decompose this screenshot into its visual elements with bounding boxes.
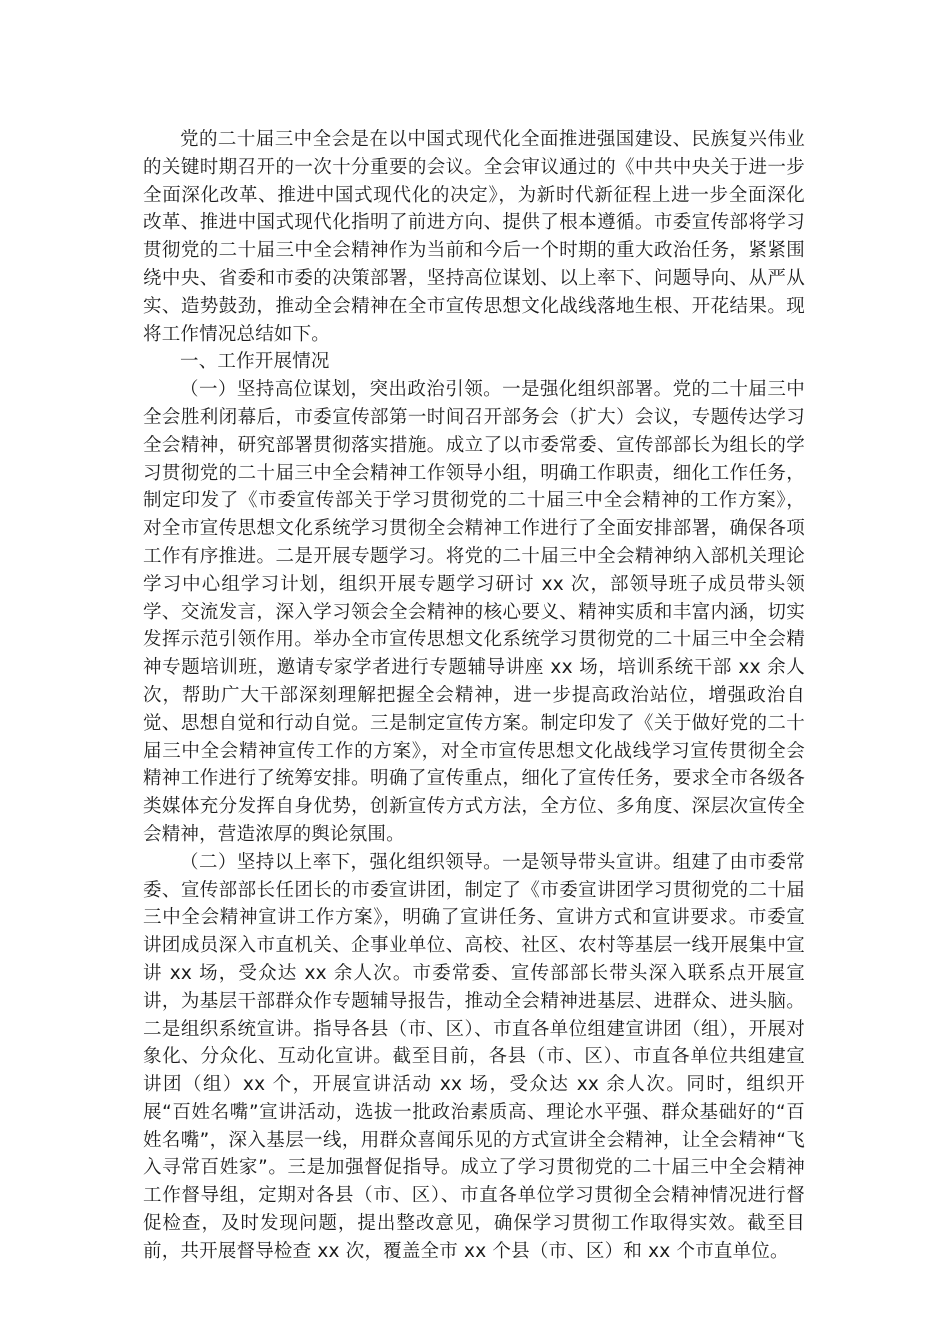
- section-heading: 一、工作开展情况: [180, 351, 330, 373]
- intro-paragraph: 党的二十届三中全会是在以中国式现代化全面推进强国建设、民族复兴伟业的关键时期召开的一次十分重要的会议。全会审议通过的《中共中央关于进一步全面深化改革、推进中国式现代化的决定》，为新时代新征程上进一步全面深化改革、推进中国式现代化指明了前进方向、提供了根本遵循。市委宣传部将学习贯彻党的二十届三中全会精神作为当前和今后一个时期的重大政治任务，紧紧围绕中央、省委和市委的决策部署，坚持高位谋划、以上率下、问题导向、从严从实、造势鼓劲，推动全会精神在全市宣传思想文化战线落地生根、开花结果。现将工作情况总结如下。: [143, 129, 805, 345]
- paragraph-1: （一）坚持高位谋划，突出政治引领。一是强化组织部署。党的二十届三中全会胜利闭幕后，市委宣传部第一时间召开部务会（扩大）会议，专题传达学习全会精神，研究部署贯彻落实措施。成立了以市委常委、宣传部部长为组长的学习贯彻党的二十届三中全会精神工作领导小组，明确工作职责，细化工作任务，制定印发了《市委宣传部关于学习贯彻党的二十届三中全会精神的工作方案》，对全市宣传思想文化系统学习贯彻全会精神工作进行了全面安排部署，确保各项工作有序推进。二是开展专题学习。将党的二十届三中全会精神纳入部机关理论学习中心组学习计划，组织开展专题学习研讨 xx 次，部领导班子成员带头领学、交流发言，深入学习领会全会精神的核心要义、精神实质和丰富内涵，切实发挥示范引领作用。举办全市宣传思想文化系统学习贯彻党的二十届三中全会精神专题培训班，邀请专家学者进行专题辅导讲座 xx 场，培训系统干部 xx 余人次，帮助广大干部深刻理解把握全会精神，进一步提高政治站位，增强政治自觉、思想自觉和行动自觉。三是制定宣传方案。制定印发了《关于做好党的二十届三中全会精神宣传工作的方案》，对全市宣传思想文化战线学习宣传贯彻全会精神工作进行了统筹安排。明确了宣传重点，细化了宣传任务，要求全市各级各类媒体充分发挥自身优势，创新宣传方式方法，全方位、多角度、深层次宣传全会精神，营造浓厚的舆论氛围。: [143, 379, 805, 845]
- paragraph-2: （二）坚持以上率下，强化组织领导。一是领导带头宣讲。组建了由市委常委、宣传部部长任团长的市委宣讲团，制定了《市委宣讲团学习贯彻党的二十届三中全会精神宣讲工作方案》，明确了宣讲任务、宣讲方式和宣讲要求。市委宣讲团成员深入市直机关、企事业单位、高校、社区、农村等基层一线开展集中宣讲 xx 场，受众达 xx 余人次。市委常委、宣传部部长带头深入联系点开展宣讲，为基层干部群众作专题辅导报告，推动全会精神进基层、进群众、进头脑。二是组织系统宣讲。指导各县（市、区）、市直各单位组建宣讲团（组），开展对象化、分众化、互动化宣讲。截至目前，各县（市、区）、市直各单位共组建宣讲团（组）xx 个，开展宣讲活动 xx 场，受众达 xx 余人次。同时，组织开展“百姓名嘴”宣讲活动，选拔一批政治素质高、理论水平强、群众基础好的“百姓名嘴”，深入基层一线，用群众喜闻乐见的方式宣讲全会精神，让全会精神“飞入寻常百姓家”。三是加强督促指导。成立了学习贯彻党的二十届三中全会精神工作督导组，定期对各县（市、区）、市直各单位学习贯彻全会精神情况进行督促检查，及时发现问题，提出整改意见，确保学习贯彻工作取得实效。截至目前，共开展督导检查 xx 次，覆盖全市 xx 个县（市、区）和 xx 个市直单位。: [143, 851, 805, 1262]
- document-page: [143, 126, 805, 1266]
